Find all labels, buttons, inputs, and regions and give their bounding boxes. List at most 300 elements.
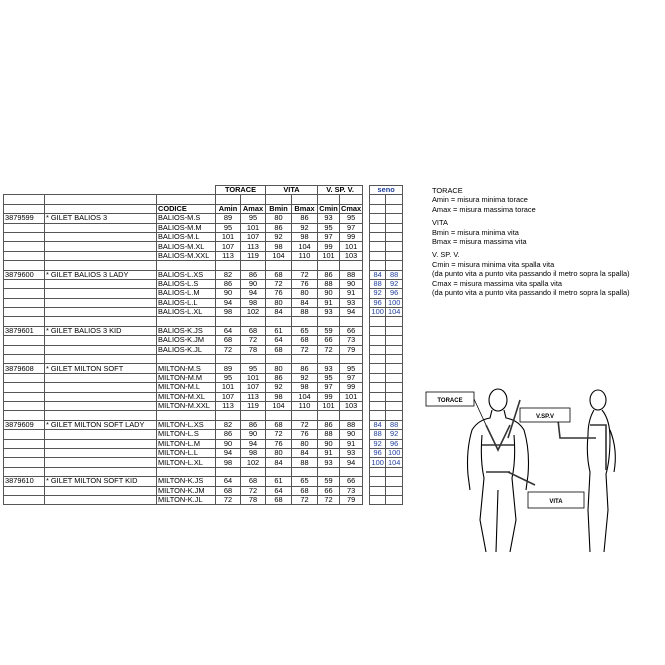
empty-cell [45,486,157,495]
empty-cell [370,411,386,420]
table-row [4,458,403,467]
legend-line: (da punto vita a punto vita passando il metro sopra la spalla) [432,269,630,279]
empty-cell [4,439,45,448]
legend-line: Cmax = misura massima vita spalla vita [432,278,562,288]
measure-value: 95 [241,214,266,223]
legend-line: Amax = misura massima torace [432,204,536,214]
size-code: BALIOS-M.S [157,214,216,223]
seno-max [386,223,403,232]
empty-cell [4,345,45,354]
front-body-outline [468,389,529,552]
size-code: MILTON-M.L [157,383,216,392]
article-id: 3879608 [4,364,45,373]
empty-cell [4,242,45,251]
measure-value: 61 [266,326,292,335]
table-row [4,448,403,457]
cmin-header: Cmin [319,204,338,213]
empty-cell [4,401,45,410]
seno-max [386,401,403,410]
empty-cell [266,261,292,270]
size-code: BALIOS-M.XL [157,242,216,251]
empty-cell [4,458,45,467]
seno-min [370,242,386,251]
empty-cell [363,477,370,486]
seno-max: 92 [386,279,403,288]
empty-cell [363,336,370,345]
size-code: BALIOS-M.XXL [157,251,216,260]
measure-value: 102 [241,458,266,467]
empty-cell [363,392,370,401]
size-code: BALIOS-L.M [157,289,216,298]
table-row [4,223,403,232]
empty-cell [292,355,318,364]
table-row [4,289,403,298]
empty-cell [386,317,403,326]
empty-cell [386,261,403,270]
measure-value: 78 [241,345,266,354]
measure-value: 72 [292,345,318,354]
vspv-header: V. SP. V. [318,186,363,195]
seno-min: 84 [370,270,386,279]
measure-value: 104 [266,251,292,260]
size-code: MILTON-M.M [157,373,216,382]
empty-cell [363,486,370,495]
empty-cell [241,411,266,420]
measure-value: 88 [292,458,318,467]
empty-cell [216,411,241,420]
empty-cell [318,261,340,270]
empty-cell [45,336,157,345]
measure-value: 92 [266,383,292,392]
measure-value: 89 [216,214,241,223]
empty-cell [4,336,45,345]
table-row [4,364,403,373]
measure-value: 93 [318,364,340,373]
measure-value: 79 [340,345,363,354]
measure-value: 82 [216,420,241,429]
empty-cell [266,467,292,476]
measure-value: 76 [292,430,318,439]
measure-value: 86 [292,214,318,223]
measure-value: 88 [292,308,318,317]
measure-value: 80 [266,214,292,223]
measure-value: 64 [216,326,241,335]
article-id: 3879599 [4,214,45,223]
empty-cell [318,467,340,476]
empty-cell [45,411,157,420]
empty-cell [4,486,45,495]
size-code: MILTON-K.JL [157,495,216,504]
article-id: 3879610 [4,477,45,486]
measure-value: 92 [266,232,292,241]
empty-cell [340,261,363,270]
measure-value: 86 [216,430,241,439]
measure-value: 86 [292,364,318,373]
measure-value: 93 [340,448,363,457]
measure-value: 76 [266,439,292,448]
seno-min [370,477,386,486]
measure-value: 119 [241,251,266,260]
measure-value: 99 [318,392,340,401]
measure-value: 98 [266,392,292,401]
empty-cell [4,251,45,260]
size-code: MILTON-L.XS [157,420,216,429]
measure-value: 86 [241,420,266,429]
empty-cell [363,279,370,288]
measure-value: 92 [292,373,318,382]
seno-min [370,345,386,354]
empty-cell [363,223,370,232]
measure-value: 72 [292,495,318,504]
table-row [4,326,403,335]
empty-cell [216,467,241,476]
empty-cell [386,411,403,420]
measure-value: 88 [340,270,363,279]
empty-cell [45,401,157,410]
empty-cell [363,242,370,251]
empty-cell [363,251,370,260]
table-row [4,439,403,448]
svg-text:VITA: VITA [549,499,563,505]
table-row [4,477,403,486]
empty-cell [45,279,157,288]
measure-value: 80 [266,364,292,373]
size-code: MILTON-K.JM [157,486,216,495]
measure-value: 95 [318,373,340,382]
measure-value: 113 [216,251,241,260]
seno-min [370,326,386,335]
measure-value: 68 [266,270,292,279]
empty-cell [363,467,370,476]
measure-value: 72 [292,270,318,279]
empty-cell [340,411,363,420]
measure-value: 88 [318,279,340,288]
empty-cell [4,289,45,298]
empty-cell [157,317,216,326]
codice-header: CODICE [157,204,216,213]
measure-value: 66 [318,336,340,345]
article-name: * GILET MILTON SOFT LADY [45,420,157,429]
measure-value: 119 [241,401,266,410]
seno-min [370,392,386,401]
empty-cell [363,495,370,504]
measure-value: 104 [292,242,318,251]
empty-cell [292,467,318,476]
measure-value: 95 [216,223,241,232]
size-code: BALIOS-K.JS [157,326,216,335]
svg-text:TORACE: TORACE [437,398,463,404]
measure-value: 99 [340,232,363,241]
size-code: BALIOS-M.L [157,232,216,241]
table-row [4,486,403,495]
measure-value: 94 [241,439,266,448]
seno-max: 104 [386,458,403,467]
measure-value: 93 [340,298,363,307]
measure-value: 72 [266,279,292,288]
legend-line: VITA [432,218,448,228]
table-row [4,495,403,504]
seno-min [370,364,386,373]
table-row [4,242,403,251]
measure-value: 99 [340,383,363,392]
table-row [4,308,403,317]
empty-cell [266,355,292,364]
seno-min: 96 [370,298,386,307]
torace-label [426,392,486,425]
empty-cell [45,308,157,317]
empty-cell [241,317,266,326]
table-row [4,232,403,241]
measure-value: 95 [241,364,266,373]
empty-cell [4,355,45,364]
article-name: * GILET MILTON SOFT [45,364,157,373]
seno-max [386,345,403,354]
measure-value: 90 [241,430,266,439]
empty-cell [266,317,292,326]
measure-value: 101 [241,373,266,382]
size-code: BALIOS-L.XS [157,270,216,279]
seno-max: 96 [386,289,403,298]
seno-min [370,251,386,260]
seno-min [370,373,386,382]
measure-value: 80 [292,439,318,448]
empty-cell [45,392,157,401]
size-code: MILTON-L.S [157,430,216,439]
measure-value: 101 [318,251,340,260]
cmax-header: Cmax [341,204,362,213]
size-code: MILTON-K.JS [157,477,216,486]
empty-cell [4,392,45,401]
empty-cell [4,279,45,288]
seno-min: 92 [370,439,386,448]
size-code: MILTON-L.M [157,439,216,448]
vita-header: VITA [266,186,318,195]
measure-value: 76 [266,289,292,298]
empty-cell [45,251,157,260]
legend-line: Amin = misura minima torace [432,195,528,205]
measure-value: 68 [266,420,292,429]
amax-header: Amax [241,204,266,213]
table-row [4,392,403,401]
empty-cell [4,467,45,476]
measure-value: 90 [318,439,340,448]
empty-cell [45,373,157,382]
seno-min [370,401,386,410]
measure-value: 98 [216,458,241,467]
measure-value: 68 [292,336,318,345]
empty-cell [292,411,318,420]
svg-text:V.SP.V: V.SP.V [535,414,555,420]
header-columns-row [4,204,403,213]
measure-value: 93 [318,308,340,317]
empty-cell [363,458,370,467]
measure-value: 95 [216,373,241,382]
empty-cell [241,355,266,364]
table-row [4,279,403,288]
measure-value: 103 [340,251,363,260]
empty-cell [363,355,370,364]
empty-cell [363,298,370,307]
measure-value: 68 [292,486,318,495]
measure-value: 107 [216,242,241,251]
measure-value: 68 [216,486,241,495]
measure-value: 94 [216,298,241,307]
measure-value: 98 [266,242,292,251]
measure-value: 86 [318,420,340,429]
empty-cell [340,467,363,476]
table-row [4,345,403,354]
measure-value: 72 [318,495,340,504]
spacer-row [4,261,403,270]
size-code: BALIOS-M.M [157,223,216,232]
empty-cell [266,411,292,420]
measure-value: 93 [318,214,340,223]
measure-value: 86 [318,270,340,279]
measure-value: 95 [318,223,340,232]
empty-cell [386,467,403,476]
table-row [4,373,403,382]
measure-value: 103 [340,401,363,410]
empty-cell [318,355,340,364]
measure-value: 82 [216,270,241,279]
measure-value: 65 [292,477,318,486]
table-row [4,336,403,345]
empty-cell [340,317,363,326]
article-name: * GILET BALIOS 3 KID [45,326,157,335]
seno-min [370,232,386,241]
measure-value: 84 [292,448,318,457]
measure-value: 95 [340,364,363,373]
empty-cell [370,355,386,364]
empty-cell [45,458,157,467]
size-code: BALIOS-L.L [157,298,216,307]
empty-cell [45,298,157,307]
empty-cell [45,232,157,241]
table-row [4,298,403,307]
empty-cell [363,317,370,326]
measure-value: 66 [340,477,363,486]
empty-cell [45,317,157,326]
measure-value: 86 [241,270,266,279]
empty-cell [386,355,403,364]
seno-max: 100 [386,298,403,307]
size-code: BALIOS-K.JL [157,345,216,354]
empty-cell [292,261,318,270]
empty-cell [4,232,45,241]
seno-max [386,326,403,335]
empty-cell [45,355,157,364]
measure-value: 86 [216,279,241,288]
size-table [3,185,403,505]
table-row [4,401,403,410]
empty-cell [4,261,45,270]
header-spacer-row [4,195,403,204]
measure-value: 97 [340,373,363,382]
measure-value: 101 [340,392,363,401]
empty-cell [4,383,45,392]
measure-value: 68 [266,495,292,504]
empty-cell [370,317,386,326]
measure-value: 98 [241,448,266,457]
table-row [4,420,403,429]
measure-value: 95 [340,214,363,223]
measure-value: 72 [266,430,292,439]
legend [432,186,630,297]
measure-value: 113 [241,392,266,401]
measure-value: 90 [216,289,241,298]
seno-max [386,392,403,401]
measure-value: 90 [216,439,241,448]
bmax-header: Bmax [292,204,318,213]
empty-cell [45,223,157,232]
size-code: BALIOS-L.XL [157,308,216,317]
empty-cell [363,430,370,439]
measure-value: 90 [340,279,363,288]
seno-max: 104 [386,308,403,317]
empty-cell [45,289,157,298]
empty-cell [370,261,386,270]
measure-value: 89 [216,364,241,373]
header-group-row [4,186,403,195]
empty-cell [241,467,266,476]
empty-cell [4,495,45,504]
measure-value: 72 [292,420,318,429]
seno-min [370,223,386,232]
measure-value: 88 [318,430,340,439]
measure-value: 68 [266,345,292,354]
size-code: MILTON-M.XL [157,392,216,401]
measure-value: 86 [266,373,292,382]
seno-min [370,214,386,223]
empty-cell [45,439,157,448]
seno-min [370,383,386,392]
measure-value: 101 [241,223,266,232]
size-code: MILTON-M.S [157,364,216,373]
seno-max: 100 [386,448,403,457]
measure-value: 102 [241,308,266,317]
seno-header: seno [370,186,403,195]
spacer-row [4,355,403,364]
seno-max [386,364,403,373]
empty-cell [363,308,370,317]
seno-min: 88 [370,279,386,288]
measure-value: 94 [340,458,363,467]
measure-value: 97 [318,383,340,392]
seno-max [386,383,403,392]
side-body-outline [587,390,615,552]
spacer-row [4,467,403,476]
legend-line: TORACE [432,186,463,195]
empty-cell [318,317,340,326]
measure-value: 72 [318,345,340,354]
torace-header: TORACE [216,186,266,195]
empty-cell [4,317,45,326]
empty-cell [318,411,340,420]
amin-header: Amin [216,204,241,213]
seno-max [386,242,403,251]
empty-cell [216,261,241,270]
measure-value: 91 [318,298,340,307]
table-row [4,383,403,392]
size-code: BALIOS-L.S [157,279,216,288]
empty-cell [157,355,216,364]
empty-cell [370,467,386,476]
measure-value: 73 [340,486,363,495]
empty-cell [45,495,157,504]
size-code: MILTON-M.XXL [157,401,216,410]
seno-max: 96 [386,439,403,448]
seno-min: 96 [370,448,386,457]
